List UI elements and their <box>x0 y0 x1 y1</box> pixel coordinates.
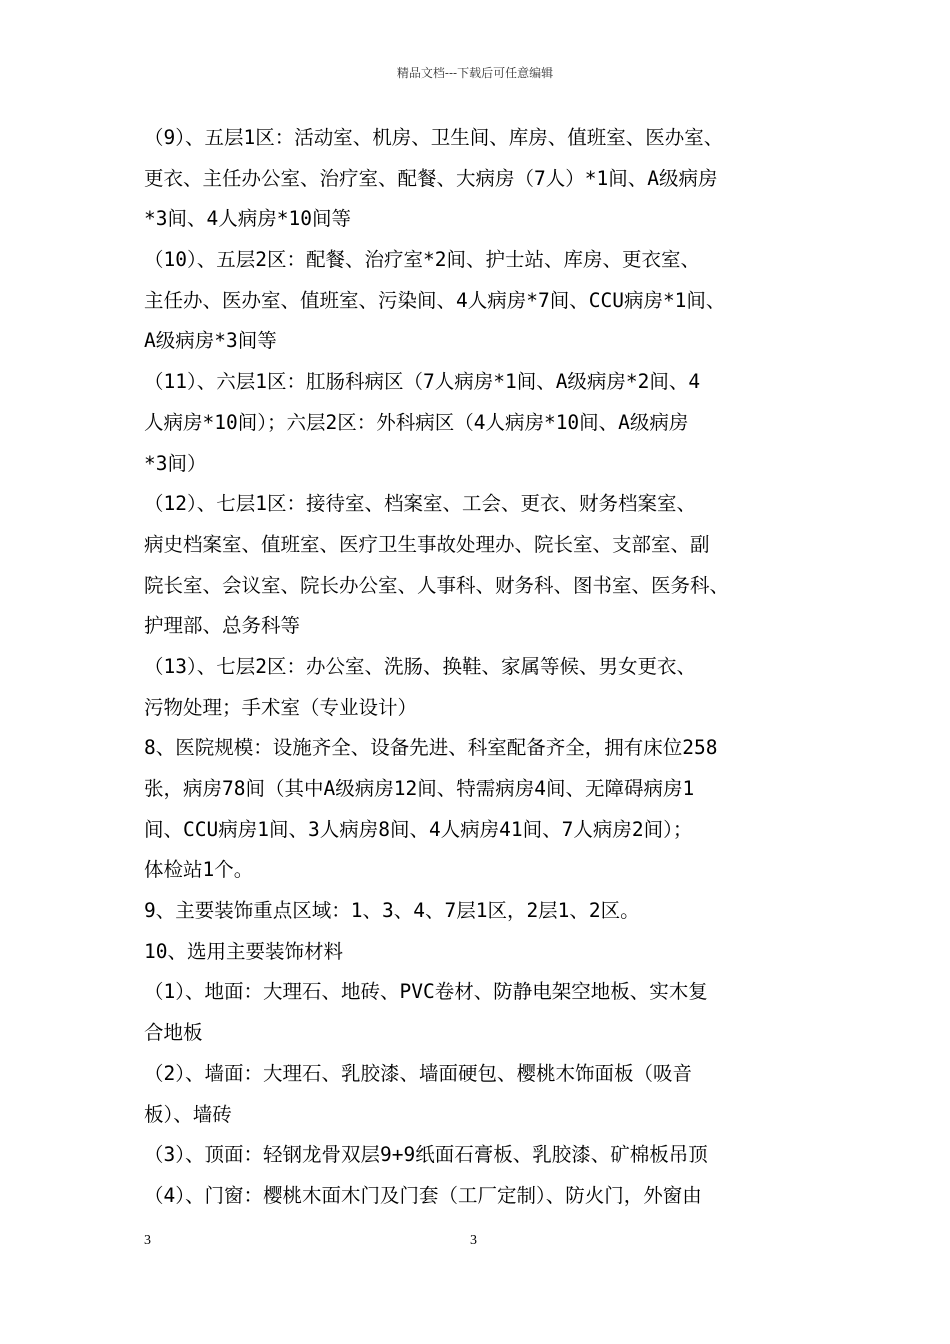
text-line: （1）、地面：大理石、地砖、PVC卷材、防静电架空地板、实木复 <box>144 980 708 1004</box>
text-line: *3间、4人病房*10间等 <box>144 207 351 231</box>
text-line: 10、选用主要装饰材料 <box>144 939 343 963</box>
text-line: 护理部、总务科等 <box>144 614 301 638</box>
text-line: 板）、墙砖 <box>144 1102 232 1126</box>
text-line: 体检站1个。 <box>144 858 254 882</box>
text-line: 人病房*10间）；六层2区：外科病区（4人病房*10间、A级病房 <box>144 410 689 434</box>
text-line: （10）、五层2区：配餐、治疗室*2间、护士站、库房、更衣室、 <box>144 248 700 272</box>
text-line: （13）、七层2区：办公室、洗肠、换鞋、家属等候、男女更衣、 <box>144 654 696 678</box>
text-line: 合地板 <box>144 1021 203 1045</box>
document-body <box>144 118 824 1217</box>
text-line: 间、CCU病房1间、3人病房8间、4人病房41间、7人病房2间）； <box>144 817 693 841</box>
text-line: A级病房*3间等 <box>144 329 277 353</box>
text-line: （12）、七层1区：接待室、档案室、工会、更衣、财务档案室、 <box>144 492 696 516</box>
text-line: 更衣、主任办公室、治疗室、配餐、大病房（7人）*1间、A级病房 <box>144 166 718 190</box>
text-line: 主任办、医办室、值班室、污染间、4人病房*7间、CCU病房*1间、 <box>144 288 726 312</box>
page-number-center: 3 <box>470 1233 477 1248</box>
text-line: （4）、门窗：樱桃木面木门及门套（工厂定制）、防火门，外窗由 <box>144 1183 702 1207</box>
text-line: （3）、顶面：轻钢龙骨双层9+9纸面石膏板、乳胶漆、矿棉板吊顶 <box>144 1143 708 1167</box>
text-line: 病史档案室、值班室、医疗卫生事故处理办、院长室、支部室、副 <box>144 532 710 556</box>
text-line: 污物处理；手术室（专业设计） <box>144 695 418 719</box>
page-number-left: 3 <box>144 1233 151 1248</box>
text-line: （2）、墙面：大理石、乳胶漆、墙面硬包、樱桃木饰面板（吸音 <box>144 1061 692 1085</box>
text-line: 院长室、会议室、院长办公室、人事科、财务科、图书室、医务科、 <box>144 573 730 597</box>
text-line: 8、医院规模：设施齐全、设备先进、科室配备齐全，拥有床位258 <box>144 736 718 760</box>
text-line: （11）、六层1区：肛肠科病区（7人病房*1间、A级病房*2间、4 <box>144 370 701 394</box>
text-line: 9、主要装饰重点区域：1、3、4、7层1区，2层1、2区。 <box>144 899 640 923</box>
text-line: *3间） <box>144 451 207 475</box>
page-header: 精品文档---下载后可任意编辑 <box>396 66 554 80</box>
text-line: （9）、五层1区：活动室、机房、卫生间、库房、值班室、医办室、 <box>144 126 724 149</box>
text-line: 张，病房78间（其中A级病房12间、特需病房4间、无障碍病房1 <box>144 777 695 800</box>
